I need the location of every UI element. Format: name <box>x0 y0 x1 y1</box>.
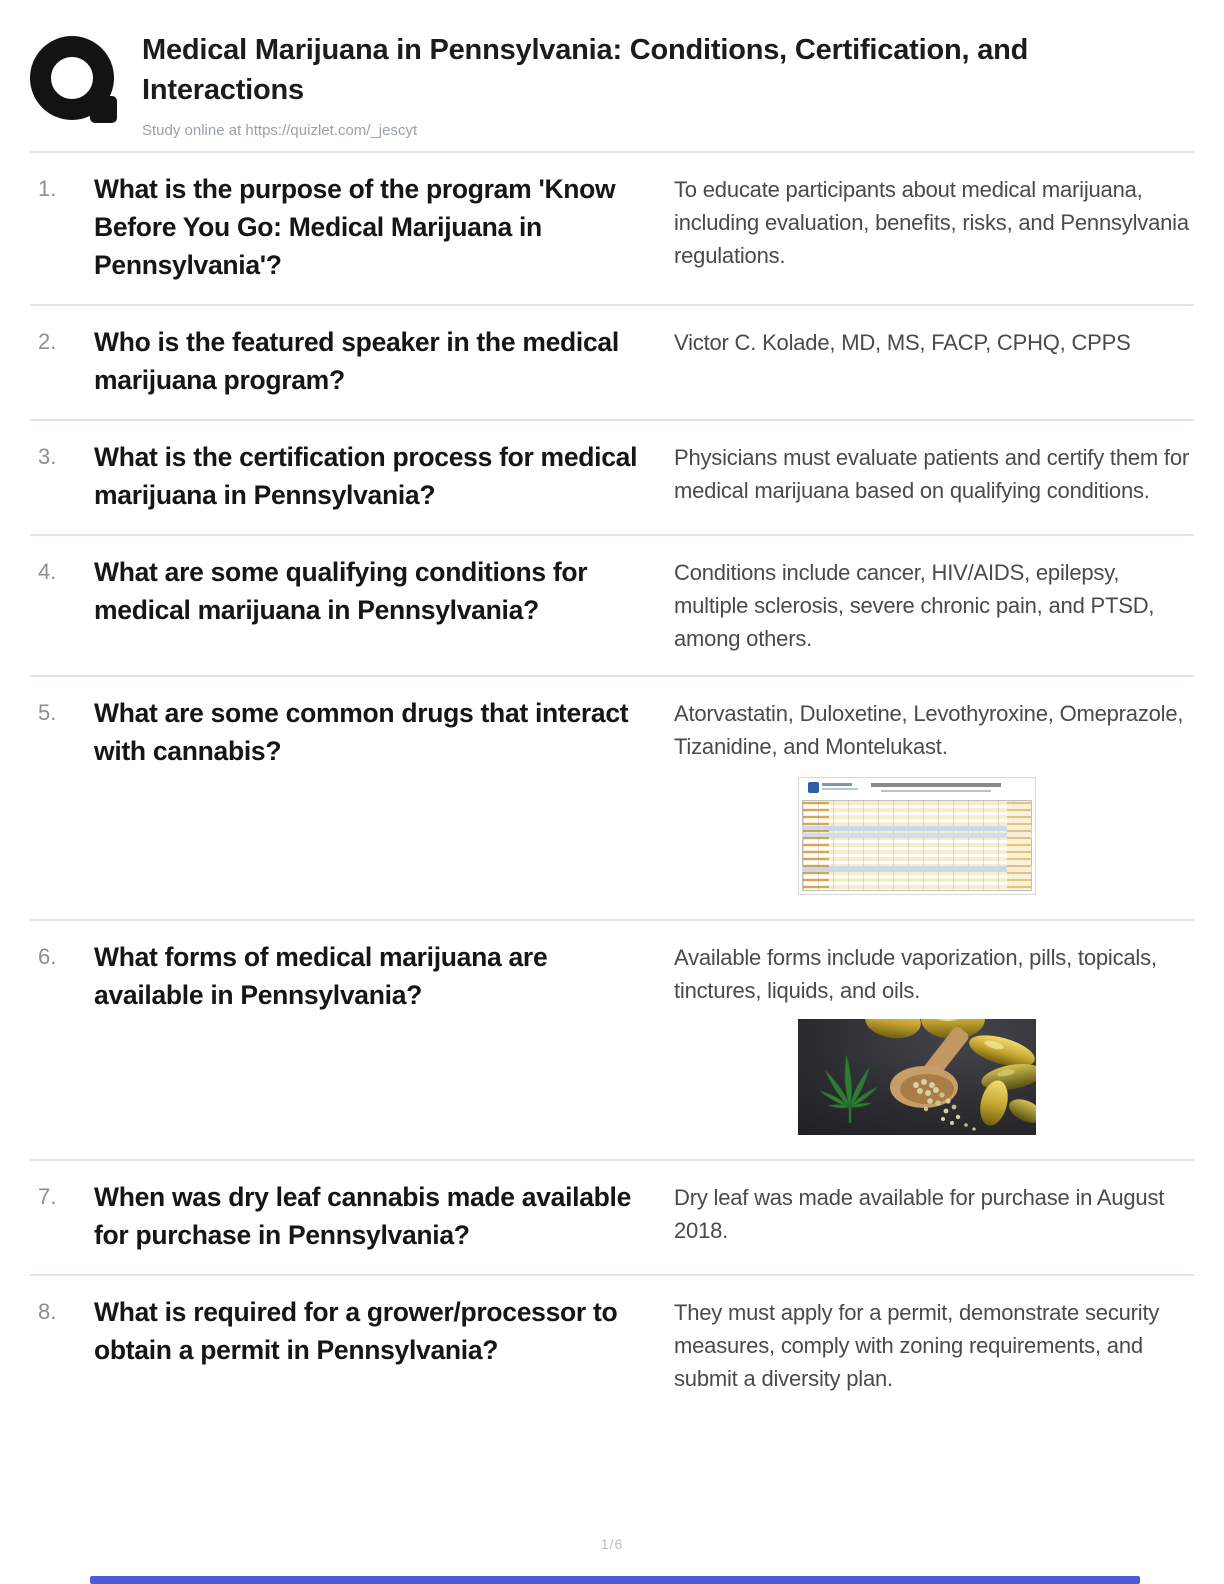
answer-text: Available forms include vaporization, pills, topicals, tinctures, liquids, and oils. <box>674 945 1157 1003</box>
answer-text: Physicians must evaluate patients and certify them for medical marijuana based on qualifying conditions. <box>674 445 1190 503</box>
drug-interaction-chart-image <box>798 777 1036 895</box>
answer-text: Dry leaf was made available for purchase in August 2018. <box>674 1185 1165 1243</box>
qa-item-5 <box>0 677 1224 919</box>
logo-text-placeholder <box>822 783 852 786</box>
answer-text: Conditions include cancer, HIV/AIDS, epilepsy, multiple sclerosis, severe chronic pain, and PTSD, among others. <box>674 560 1155 651</box>
question-text: What are some common drugs that interact with cannabis? <box>94 698 629 766</box>
chart-image-header <box>799 778 1035 798</box>
answer-block <box>674 938 1196 1139</box>
question-text: Who is the featured speaker in the medical marijuana program? <box>94 327 619 395</box>
qa-item-8 <box>0 1276 1224 1415</box>
study-online-url[interactable]: Study online at https://quizlet.com/_jescyt <box>142 122 418 139</box>
result-column <box>1007 802 1031 890</box>
logo-tail <box>90 96 117 123</box>
college-logo-icon <box>808 782 819 793</box>
cannabis-forms-photo <box>798 1019 1036 1135</box>
highlighted-row <box>802 866 1032 872</box>
page-title: Medical Marijuana in Pennsylvania: Conditions, Certification, and Interactions <box>142 34 1029 106</box>
question-text: What forms of medical marijuana are available in Pennsylvania? <box>94 942 548 1010</box>
page-header <box>0 0 1224 151</box>
qa-item-3 <box>0 421 1224 534</box>
qa-item-2 <box>0 306 1224 419</box>
page-number: 1/6 <box>600 1536 624 1552</box>
chart-table-body <box>802 800 1032 891</box>
logo-text-placeholder <box>822 788 858 790</box>
answer-text: They must apply for a permit, demonstrate security measures, comply with zoning requirements, and submit a diversity plan. <box>674 1300 1160 1391</box>
answer-text: Victor C. Kolade, MD, MS, FACP, CPHQ, CPPS <box>674 330 1131 355</box>
item-number: 7. <box>38 1184 57 1209</box>
highlighted-row <box>802 826 1032 831</box>
question-text: What is the certification process for medical marijuana in Pennsylvania? <box>94 442 638 510</box>
item-number: 1. <box>38 176 57 201</box>
item-number: 2. <box>38 329 57 354</box>
drug-name-column <box>803 802 829 890</box>
item-number: 6. <box>38 944 57 969</box>
header-text-block <box>118 30 1194 139</box>
answer-text: To educate participants about medical marijuana, including evaluation, benefits, risks, and Pennsylvania regulations. <box>674 177 1189 268</box>
next-page-edge-bar <box>90 1576 1140 1584</box>
item-number: 3. <box>38 444 57 469</box>
chart-title-placeholder <box>871 783 1001 787</box>
question-text: When was dry leaf cannabis made available for purchase in Pennsylvania? <box>94 1182 632 1250</box>
question-text: What is required for a grower/processor to obtain a permit in Pennsylvania? <box>94 1297 618 1365</box>
item-number: 8. <box>38 1299 57 1324</box>
question-text: What is the purpose of the program 'Know Before You Go: Medical Marijuana in Pennsylvania'? <box>94 174 616 280</box>
qa-item-1 <box>0 153 1224 304</box>
item-number: 5. <box>38 700 57 725</box>
qa-item-6 <box>0 921 1224 1159</box>
qa-item-7 <box>0 1161 1224 1274</box>
chart-subtitle-placeholder <box>881 790 991 792</box>
quizlet-q-logo-icon <box>30 36 118 128</box>
qa-item-4 <box>0 536 1224 675</box>
answer-block <box>674 694 1196 899</box>
answer-text: Atorvastatin, Duloxetine, Levothyroxine, Omeprazole, Tizanidine, and Montelukast. <box>674 701 1184 759</box>
item-number: 4. <box>38 559 57 584</box>
highlighted-row <box>802 833 1032 838</box>
question-text: What are some qualifying conditions for medical marijuana in Pennsylvania? <box>94 557 588 625</box>
